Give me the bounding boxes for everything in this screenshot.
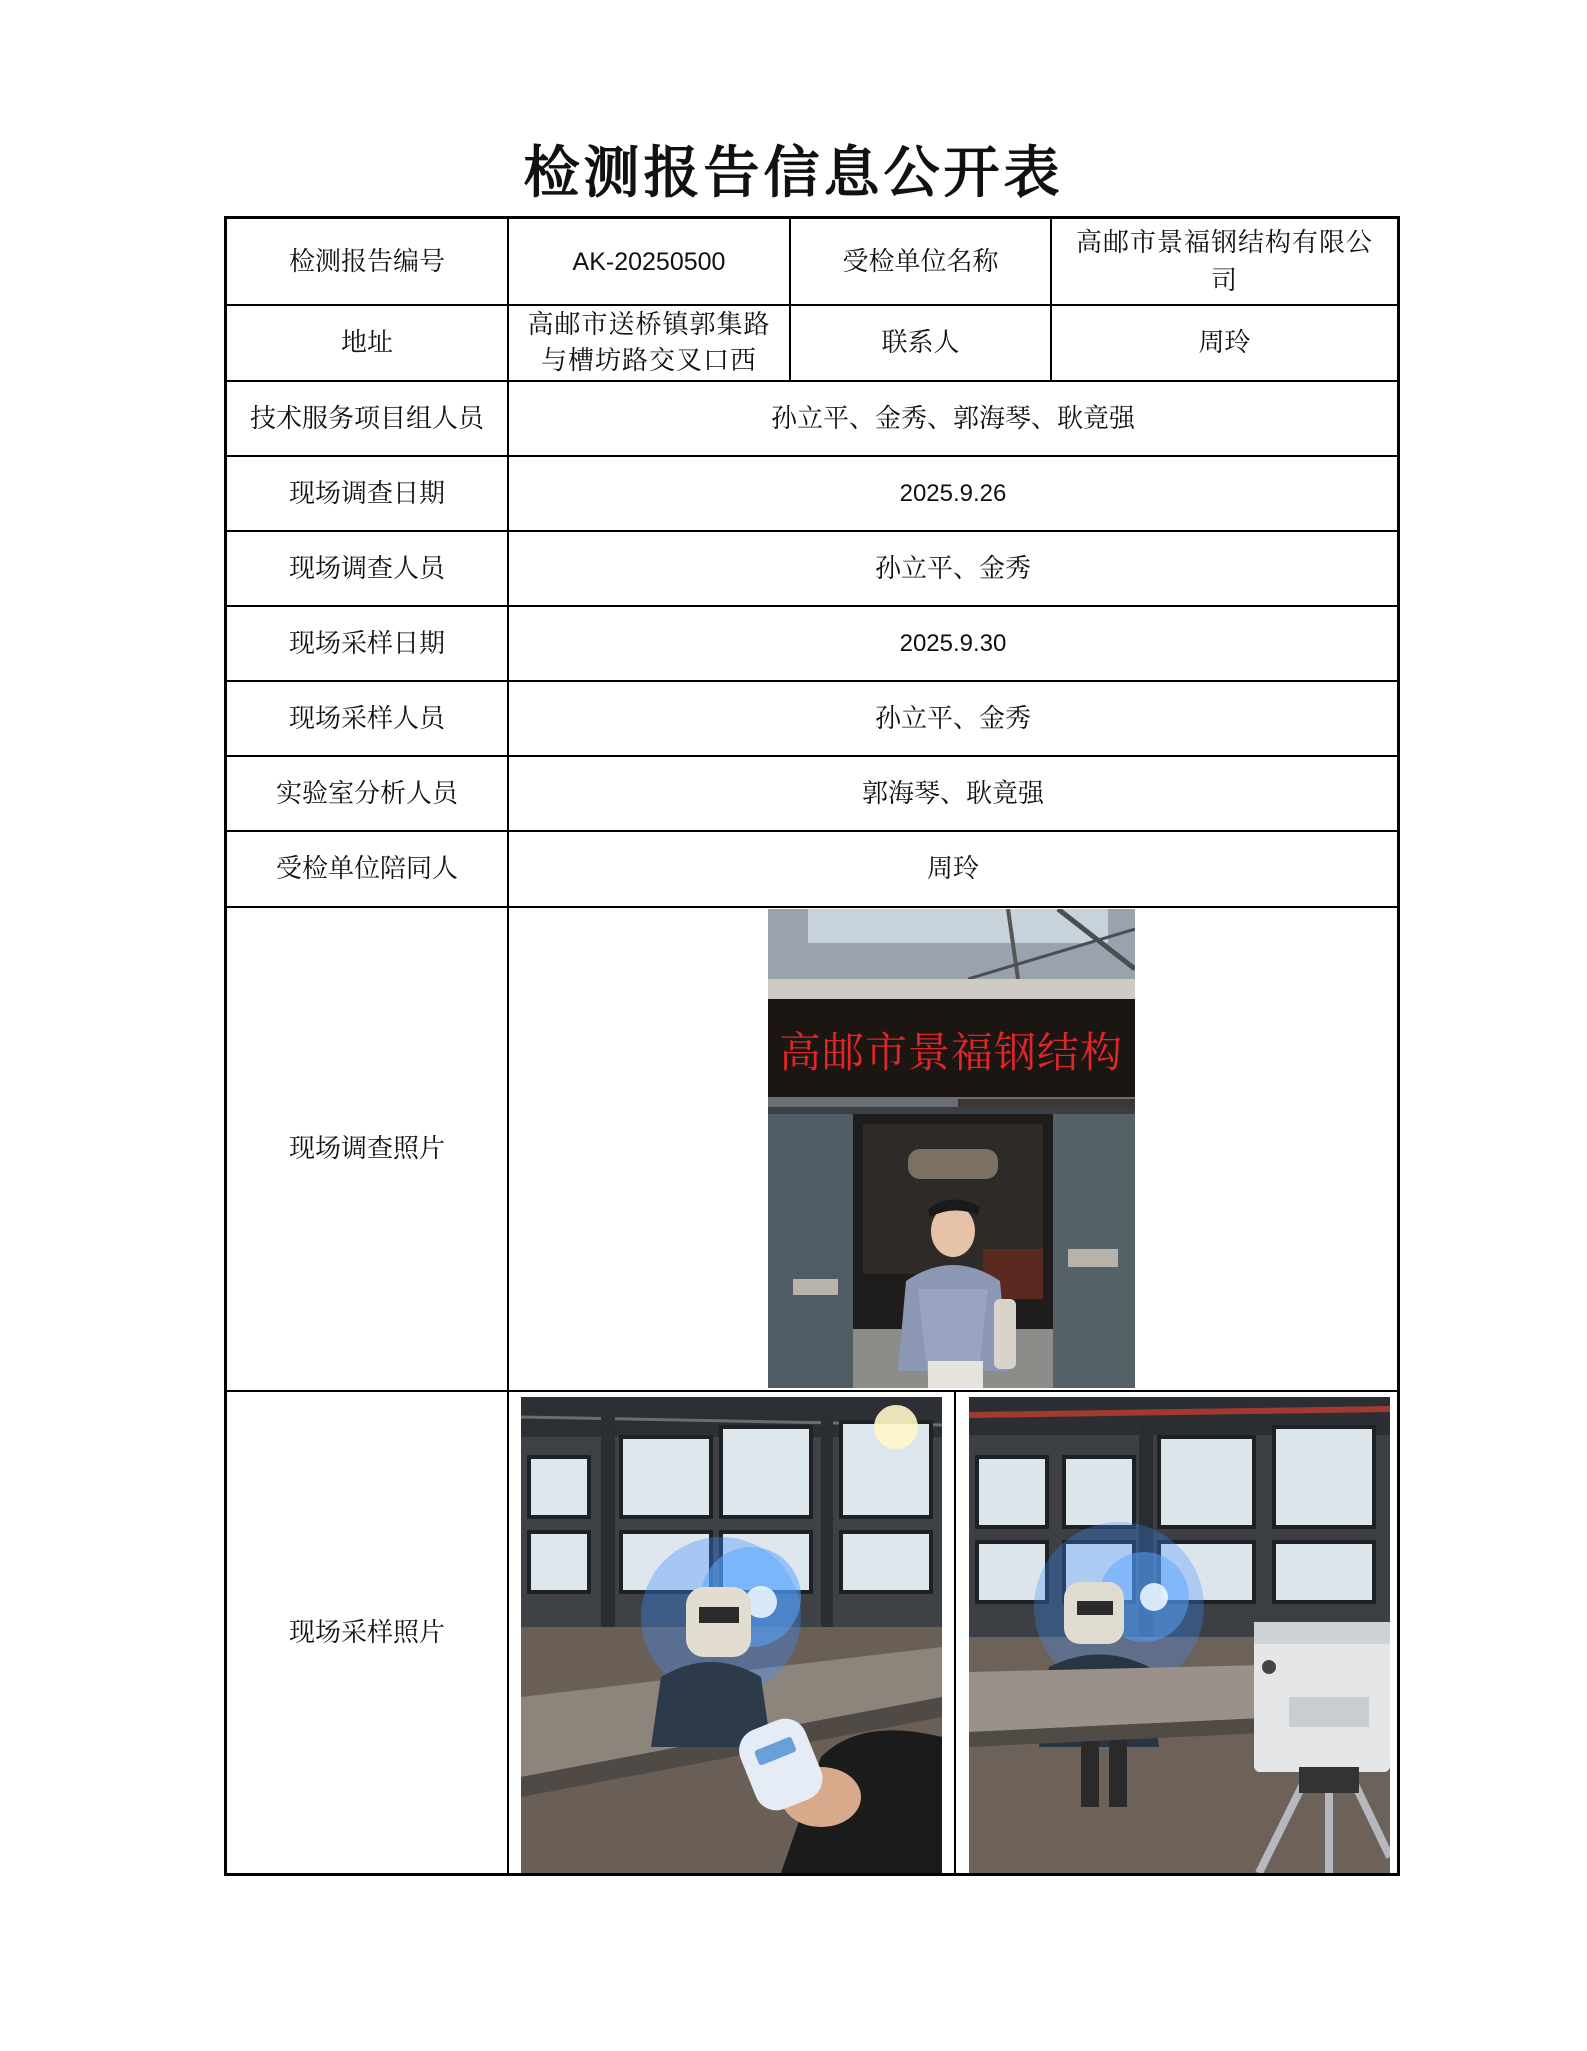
sampling-photo-label: 现场采样照片 bbox=[288, 1617, 445, 1648]
survey-date-label: 现场调查日期 bbox=[288, 478, 445, 509]
lab-staff-value: 郭海琴、耿竟强 bbox=[861, 778, 1044, 809]
address-value: 高邮市送桥镇郭集路与槽坊路交叉口西 bbox=[527, 310, 771, 376]
sampling-date-label: 现场采样日期 bbox=[288, 628, 445, 659]
contact-value: 周玲 bbox=[1198, 328, 1251, 358]
unit-name-label: 受检单位名称 bbox=[842, 246, 999, 277]
sampling-staff-value: 孙立平、金秀 bbox=[874, 703, 1031, 734]
survey-staff-value: 孙立平、金秀 bbox=[874, 553, 1031, 584]
report-no-label: 检测报告编号 bbox=[288, 246, 445, 277]
contact-label: 联系人 bbox=[881, 328, 960, 358]
survey-staff-label: 现场调查人员 bbox=[288, 553, 445, 584]
address-label: 地址 bbox=[340, 328, 393, 358]
survey-photo bbox=[768, 909, 1135, 1388]
escort-label: 受检单位陪同人 bbox=[275, 854, 458, 884]
team-label: 技术服务项目组人员 bbox=[249, 403, 484, 434]
sampling-photo-2 bbox=[969, 1397, 1390, 1873]
column-divider bbox=[954, 1390, 956, 1873]
sampling-staff-label: 现场采样人员 bbox=[288, 703, 445, 734]
page-title: 检测报告信息公开表 bbox=[523, 140, 1064, 206]
survey-photo-label: 现场调查照片 bbox=[288, 1134, 445, 1164]
unit-name-value: 高邮市景福钢结构有限公司 bbox=[1075, 227, 1373, 296]
report-table bbox=[224, 216, 1400, 1876]
report-no-value: AK-20250500 bbox=[572, 247, 726, 276]
sampling-photo-1 bbox=[521, 1397, 942, 1873]
lab-staff-label: 实验室分析人员 bbox=[275, 778, 458, 809]
team-value: 孙立平、金秀、郭海琴、耿竟强 bbox=[770, 403, 1135, 434]
escort-value: 周玲 bbox=[926, 854, 979, 884]
survey-date-value: 2025.9.26 bbox=[899, 479, 1007, 507]
led-sign-text: 高邮市景福钢结构 bbox=[778, 1028, 1124, 1077]
sampling-date-value: 2025.9.30 bbox=[899, 629, 1007, 657]
